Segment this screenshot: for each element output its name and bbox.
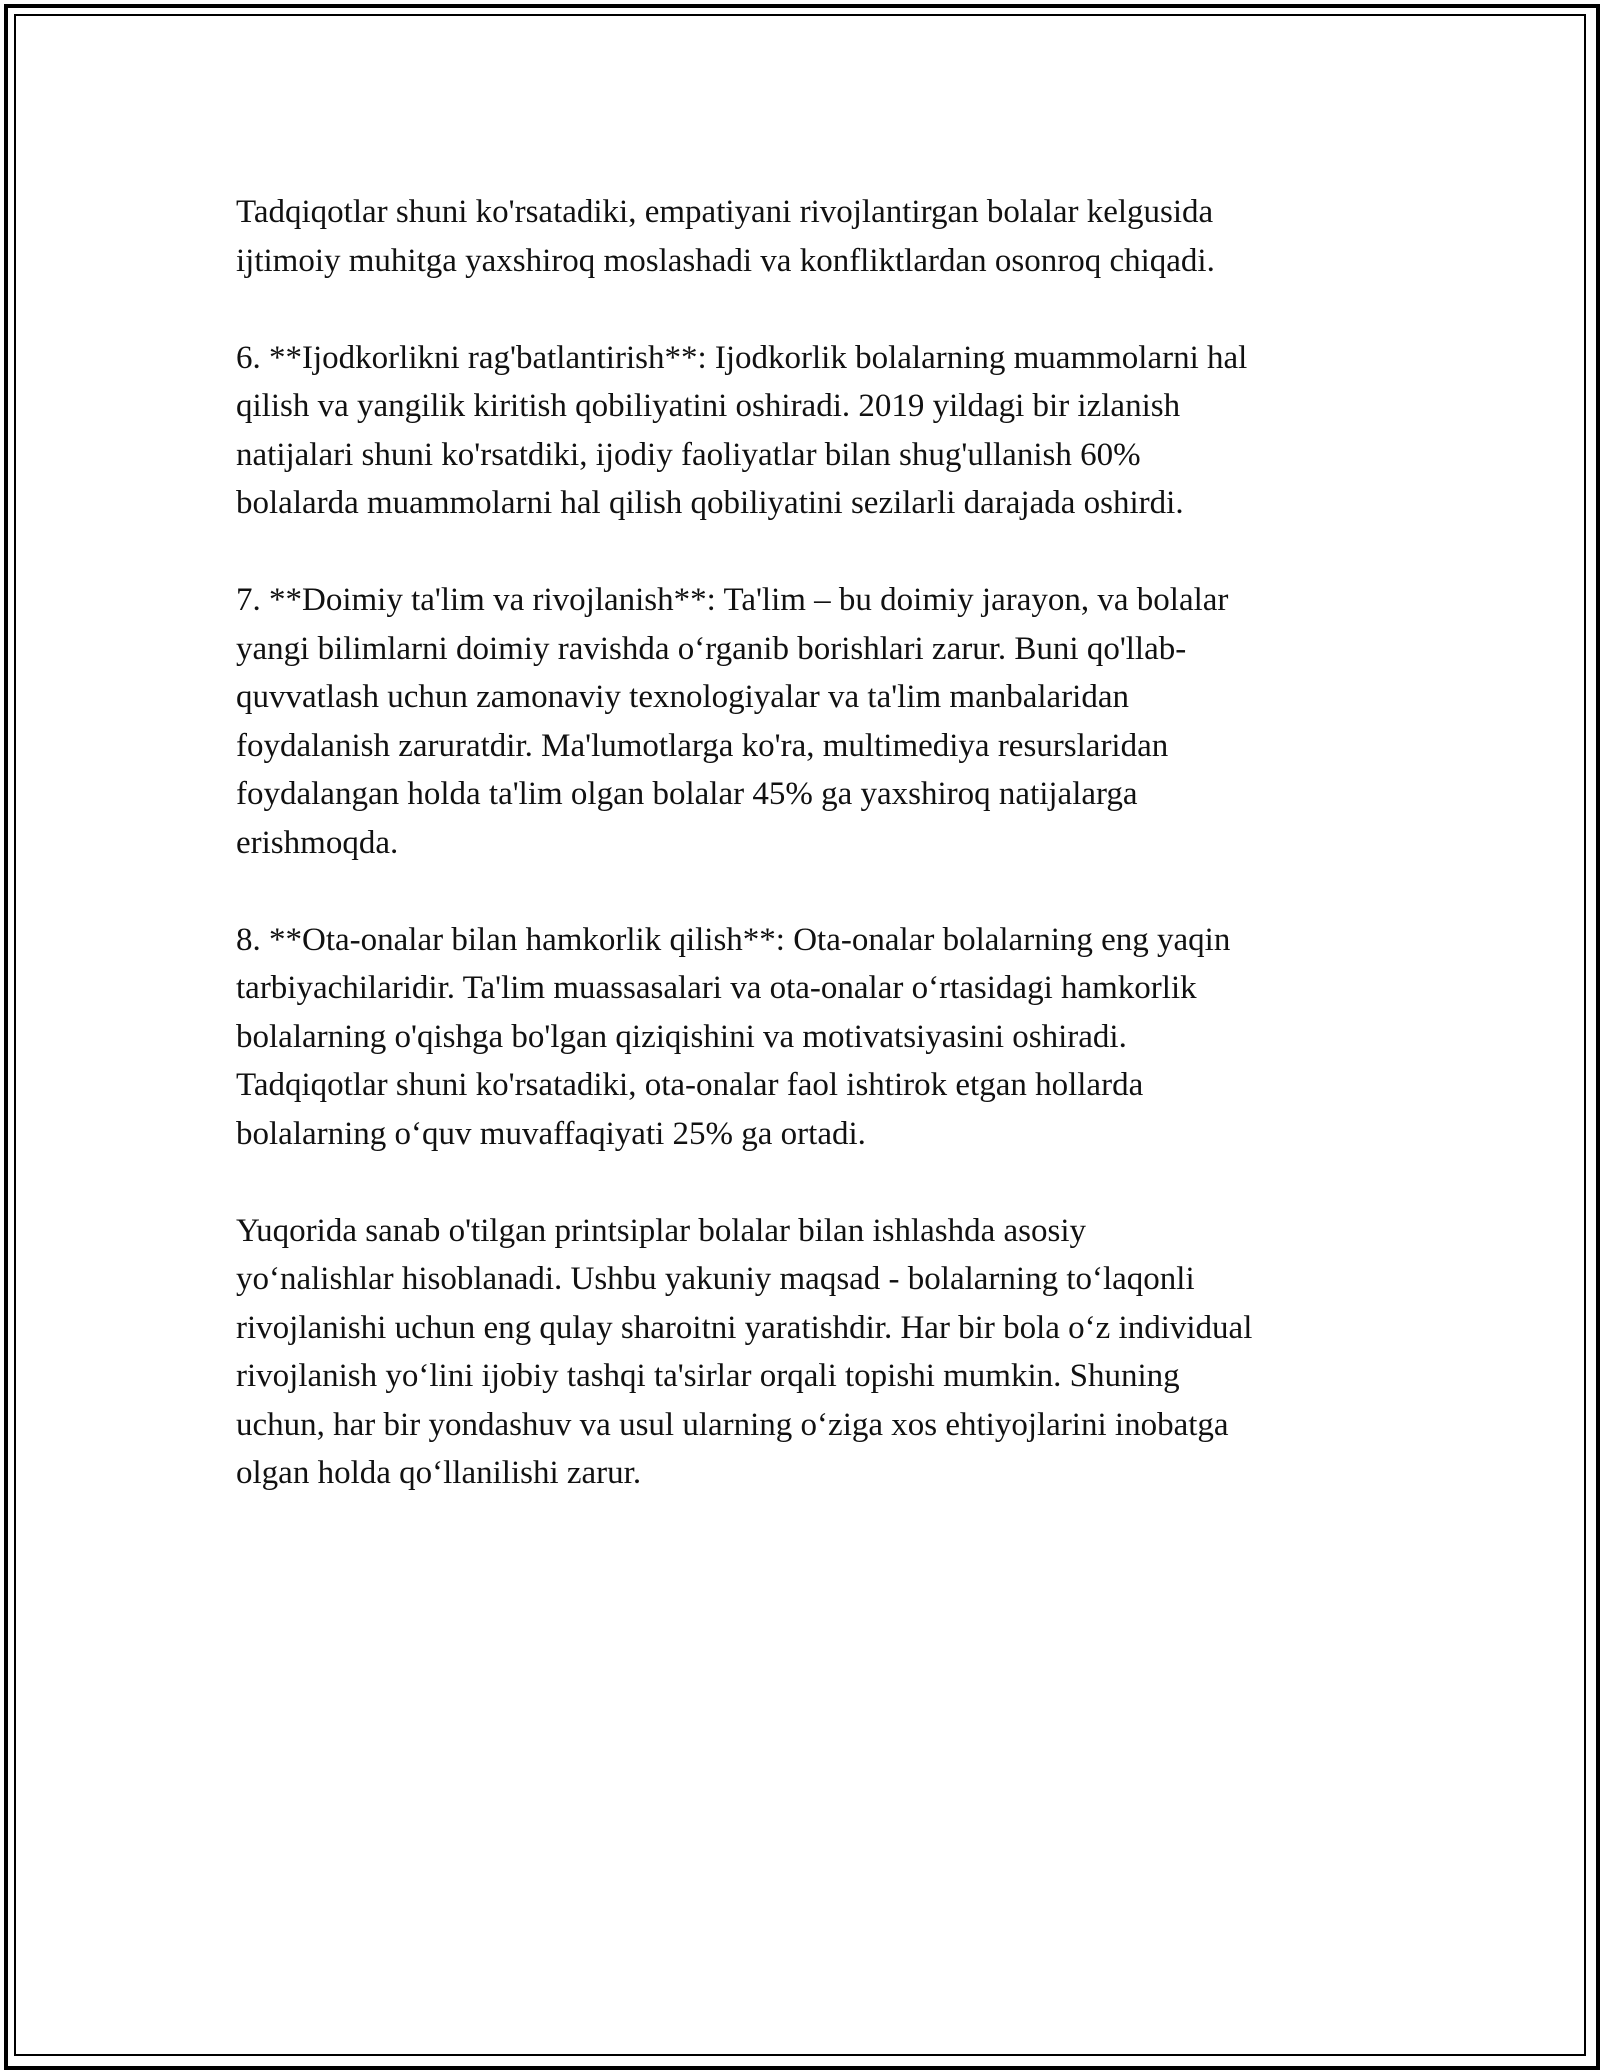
text-line: foydalangan holda ta'lim olgan bolalar 45% ga yaxshiroq natijalarga xyxy=(236,776,1138,812)
text-line: foydalanish zaruratdir. Ma'lumotlarga ko'ra, multimediya resurslaridan xyxy=(236,727,1169,764)
text-line: natijalari shuni ko'rsatdiki, ijodiy faoliyatlar bilan shug'ullanish 60% xyxy=(236,436,1141,473)
text-line: qilish va yangilik kiritish qobiliyatini oshiradi. 2019 yildagi bir izlanish xyxy=(236,388,1181,424)
text-line: erishmoqda. xyxy=(236,824,399,861)
paragraph-item-8-parent-cooperation xyxy=(236,916,1376,1159)
text-line: Tadqiqotlar shuni ko'rsatadiki, ota-onalar faol ishtirok etgan hollarda xyxy=(236,1067,1144,1103)
paragraph-item-6-creativity xyxy=(236,334,1376,528)
text-line: 7. **Doimiy ta'lim va rivojlanish**: Ta'lim – bu doimiy jarayon, va bolalar xyxy=(236,582,1229,618)
text-line: Tadqiqotlar shuni ko'rsatadiki, empatiyani rivojlantirgan bolalar kelgusida xyxy=(236,194,1214,230)
text-line: uchun, har bir yondashuv va usul ularning o‘ziga xos ehtiyojlarini inobatga xyxy=(236,1406,1229,1443)
text-line: bolalarning o'qishga bo'lgan qiziqishini va motivatsiyasini oshiradi. xyxy=(236,1018,1127,1055)
text-line: bolalarning o‘quv muvaffaqiyati 25% ga ortadi. xyxy=(236,1115,866,1152)
text-line: ijtimoiy muhitga yaxshiroq moslashadi va konfliktlardan osonroq chiqadi. xyxy=(236,242,1215,279)
text-line: yo‘nalishlar hisoblanadi. Ushbu yakuniy maqsad - bolalarning to‘laqonli xyxy=(236,1261,1195,1297)
paragraph-empathy-conclusion xyxy=(236,188,1376,285)
text-line: bolalarda muammolarni hal qilish qobiliyatini sezilarli darajada oshirdi. xyxy=(236,485,1184,521)
text-line: rivojlanishi uchun eng qulay sharoitni yaratishdir. Har bir bola o‘z individual xyxy=(236,1309,1253,1346)
text-line: 6. **Ijodkorlikni rag'batlantirish**: Ijodkorlik bolalarning muammolarni hal xyxy=(236,339,1248,376)
text-line: 8. **Ota-onalar bilan hamkorlik qilish**: Ota-onalar bolalarning eng yaqin xyxy=(236,921,1231,958)
text-line: quvvatlash uchun zamonaviy texnologiyalar va ta'lim manbalaridan xyxy=(236,679,1129,715)
text-line: yangi bilimlarni doimiy ravishda o‘rganib borishlari zarur. Buni qo'llab- xyxy=(236,630,1187,667)
document-body xyxy=(236,188,1376,1546)
paragraph-item-7-continuous-learning xyxy=(236,576,1376,867)
text-line: tarbiyachilaridir. Ta'lim muassasalari va ota-onalar o‘rtasidagi hamkorlik xyxy=(236,970,1197,1006)
text-line: olgan holda qo‘llanilishi zarur. xyxy=(236,1455,642,1491)
text-line: rivojlanish yo‘lini ijobiy tashqi ta'sirlar orqali topishi mumkin. Shuning xyxy=(236,1358,1180,1394)
paragraph-conclusion xyxy=(236,1207,1376,1498)
text-line: Yuqorida sanab o'tilgan printsiplar bolalar bilan ishlashda asosiy xyxy=(236,1212,1087,1249)
